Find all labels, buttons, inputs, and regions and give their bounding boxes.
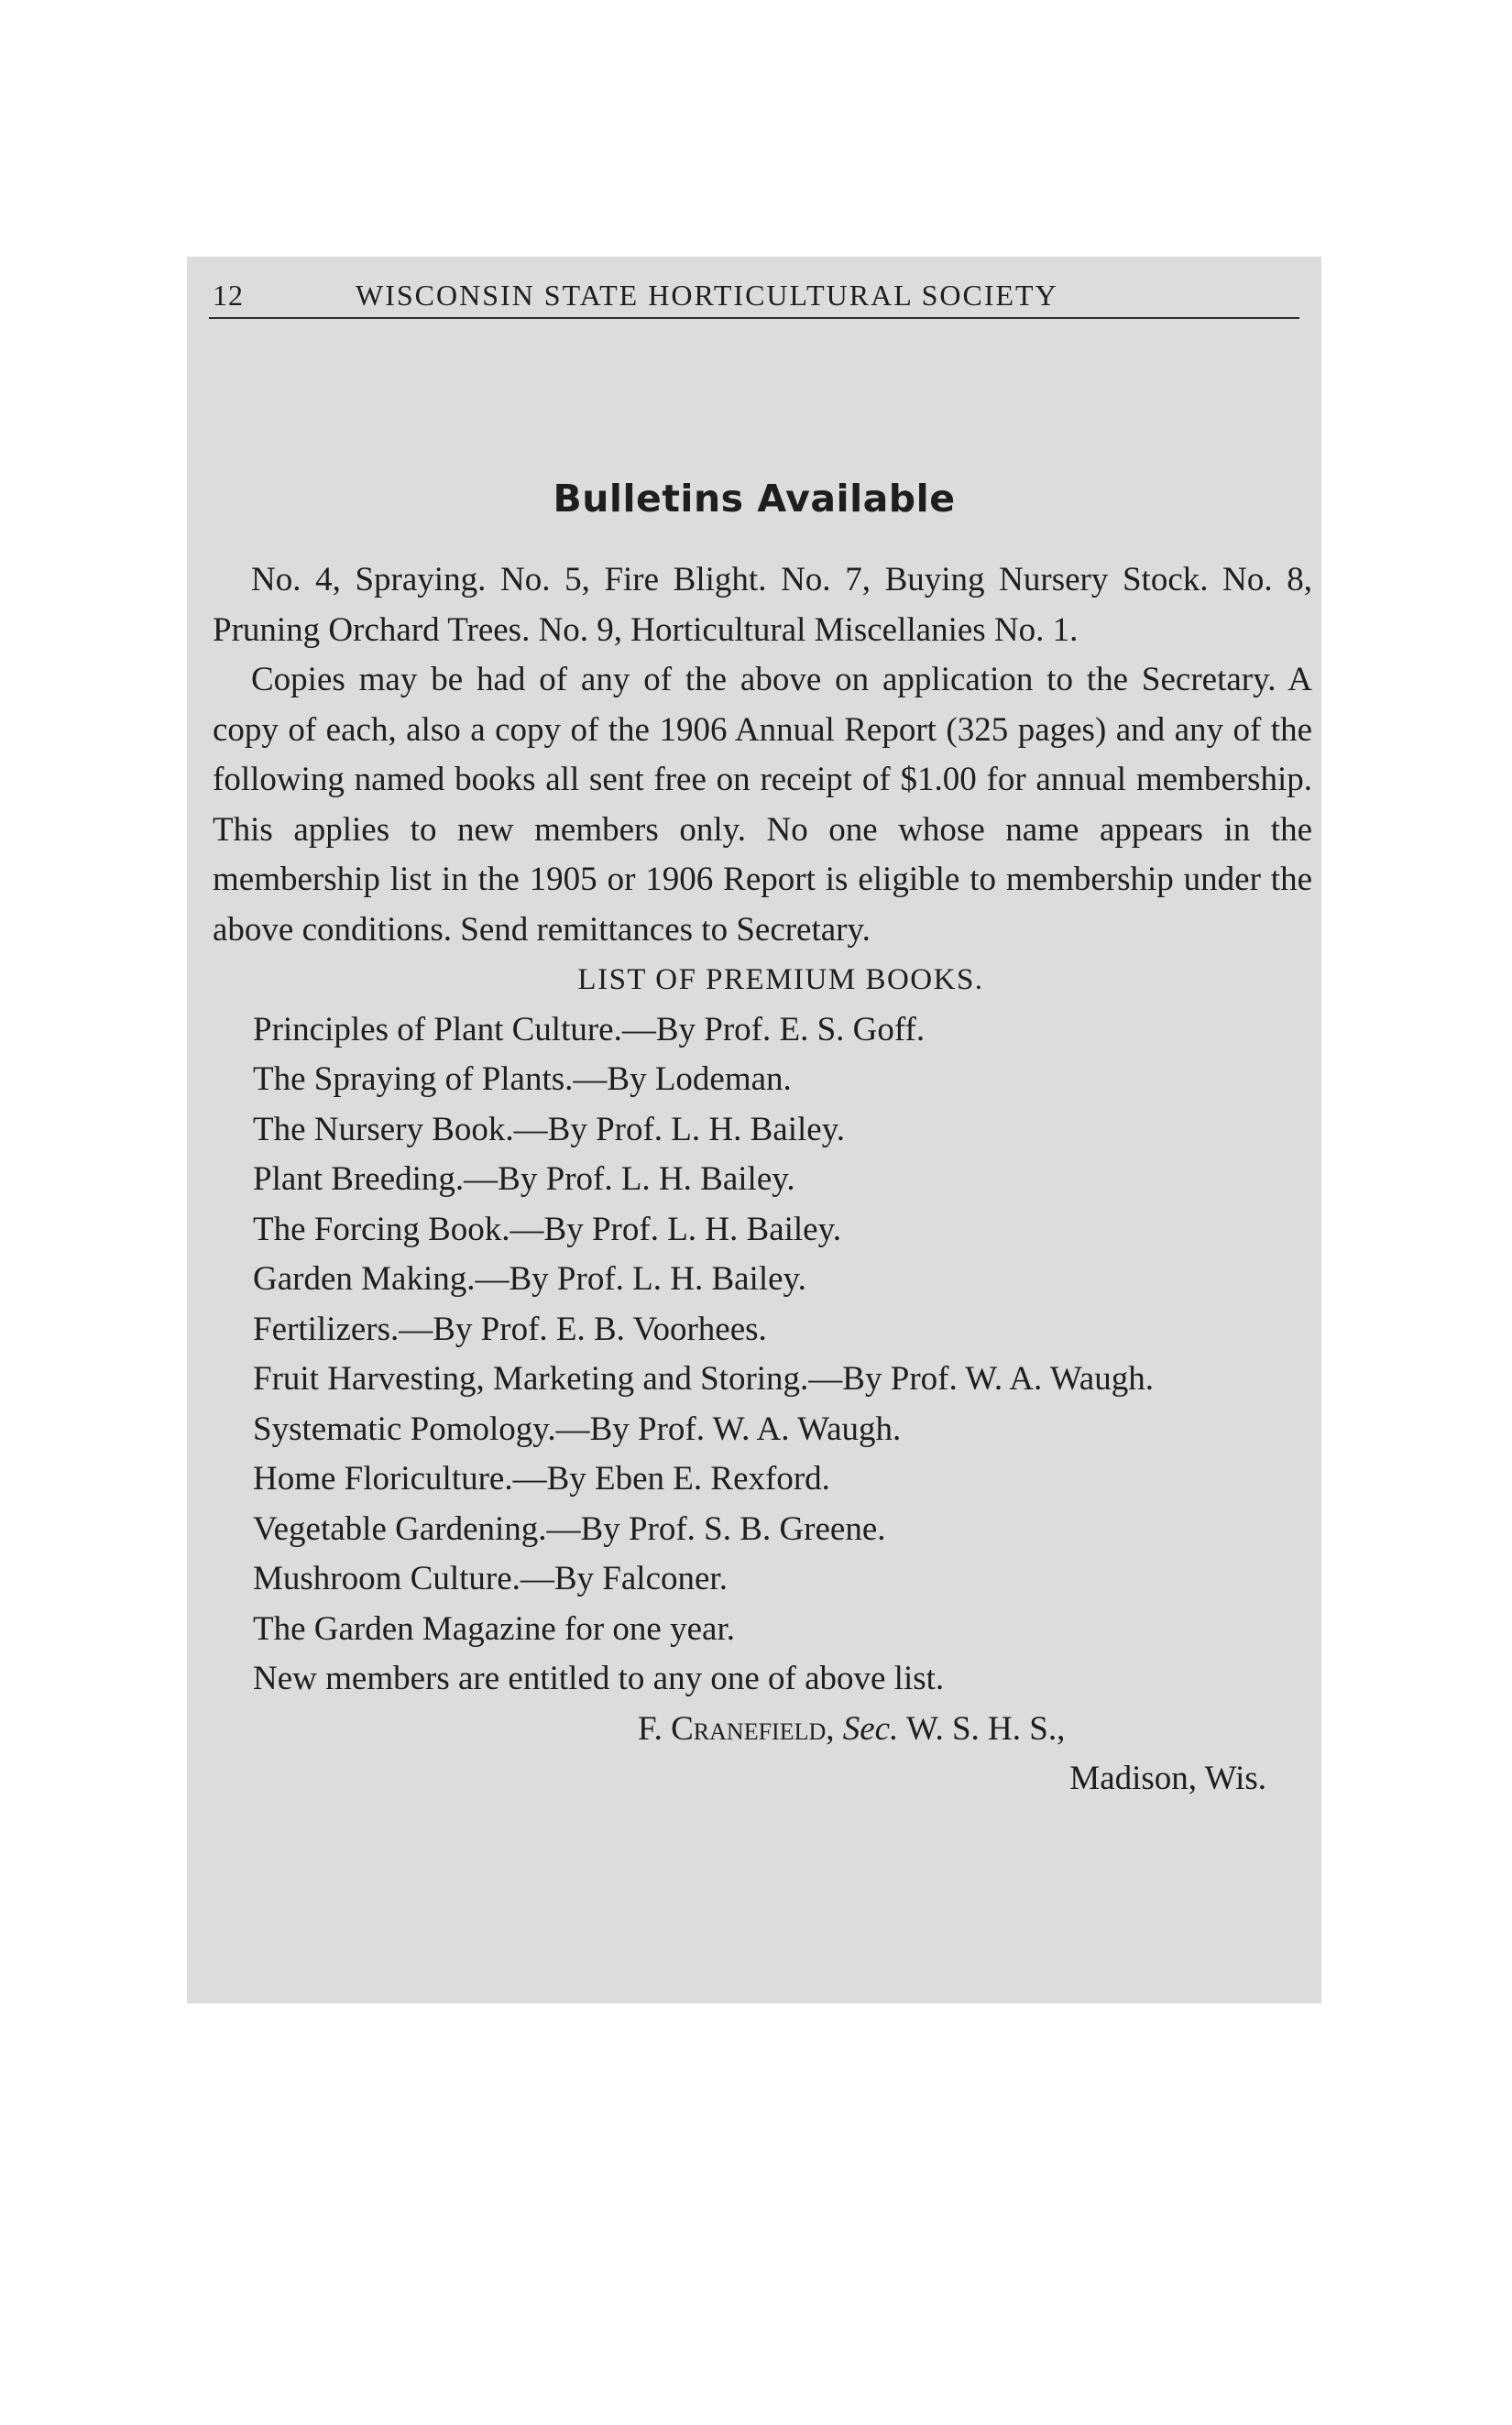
page-number: 12 (213, 279, 244, 312)
signature-org: W. S. H. S., (898, 1709, 1066, 1748)
document-page (187, 257, 1321, 2003)
running-head (209, 273, 1299, 319)
paragraph-bulletins: No. 4, Spraying. No. 5, Fire Blight. No. 7, Buying Nursery Stock. No. 8, Pruning Orchard Trees. No. 9, Horticultural Miscellanies No. 1. (213, 561, 1312, 649)
signature-location: Madison, Wis. (1069, 1760, 1266, 1797)
list-item: New members are entitled to any one of above list. (253, 1660, 945, 1697)
list-item: Vegetable Gardening.—By Prof. S. B. Greene. (253, 1509, 886, 1548)
body-text (213, 555, 1312, 1805)
paragraph-membership: Copies may be had of any of the above on application to the Secretary. A copy of each, also a copy of the 1906 Annual Report (325 pages) and any of the following named books all sent free on receipt of $1.00 for annual membership. This applies to new members only. No one whose name appears in the membership list in the 1905 or 1906 Report is eligible to membership under the above conditions. Send remittances to Secretary. (213, 661, 1312, 949)
list-item: Fertilizers.—By Prof. E. B. Voorhees. (253, 1310, 767, 1348)
list-item: The Garden Magazine for one year. (253, 1609, 735, 1648)
list-item: Systematic Pomology.—By Prof. W. A. Waugh. (253, 1410, 902, 1448)
list-item: The Forcing Book.—By Prof. L. H. Bailey. (253, 1210, 841, 1248)
list-title: LIST OF PREMIUM BOOKS. (577, 963, 984, 996)
list-item: Mushroom Culture.—By Falconer. (253, 1560, 728, 1597)
running-head-title: WISCONSIN STATE HORTICULTURAL SOCIETY (356, 279, 1058, 312)
signature-comma: , (826, 1709, 843, 1748)
list-item: Principles of Plant Culture.—By Prof. E. S. Goff. (253, 1010, 926, 1048)
section-heading: Bulletins Available (553, 477, 956, 521)
list-item: Fruit Harvesting, Marketing and Storing.—By Prof. W. A. Waugh. (253, 1360, 1154, 1398)
signature-name: Cranefield (671, 1709, 827, 1748)
list-item: The Spraying of Plants.—By Lodeman. (253, 1060, 792, 1098)
signature-title: Sec. (842, 1709, 899, 1748)
list-item: The Nursery Book.—By Prof. L. H. Bailey. (253, 1110, 846, 1148)
list-item: Plant Breeding.—By Prof. L. H. Bailey. (253, 1160, 795, 1198)
list-item: Garden Making.—By Prof. L. H. Bailey. (253, 1260, 806, 1298)
list-item: Home Floriculture.—By Eben E. Rexford. (253, 1460, 830, 1498)
signature-prefix: F. (638, 1709, 672, 1748)
signature (213, 1705, 1312, 1755)
